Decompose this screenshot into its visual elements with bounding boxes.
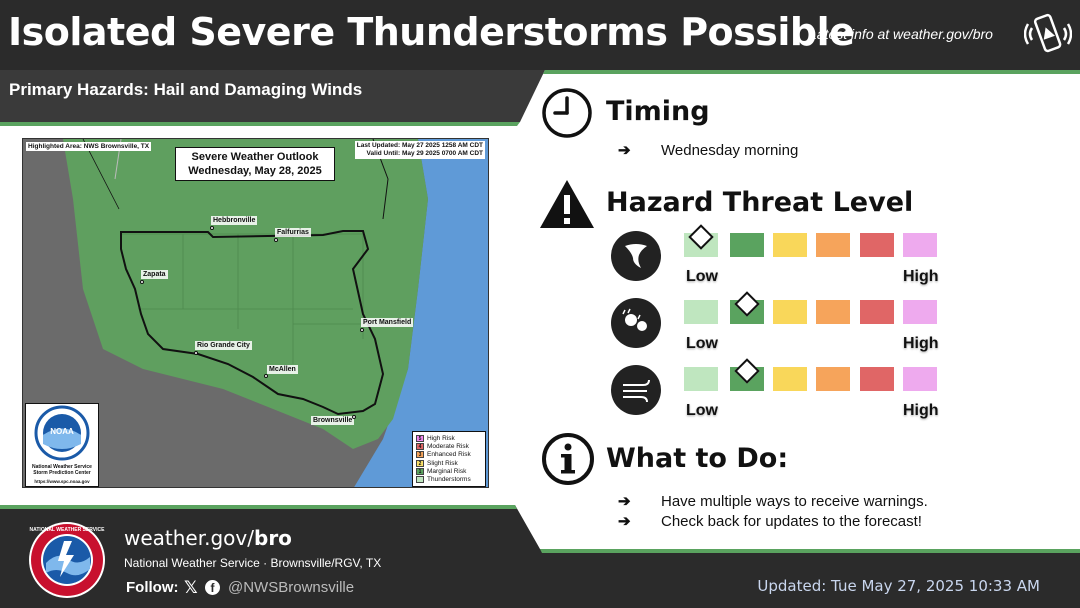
map-timestamps — [355, 141, 485, 159]
city-marker — [360, 328, 364, 332]
spc-url[interactable]: https://www.spc.noaa.gov — [34, 479, 90, 484]
footer-follow-label: Follow: — [126, 579, 179, 596]
map-title-line1: Severe Weather Outlook — [191, 151, 319, 163]
city-label: Zapata — [143, 271, 166, 278]
city-marker — [194, 351, 198, 355]
spc-label-line2: Storm Prediction Center — [33, 470, 91, 476]
city-label: Falfurrias — [277, 229, 309, 236]
legend-swatch — [416, 476, 424, 483]
city-marker — [264, 374, 268, 378]
threat-level-title: Hazard Threat Level — [606, 187, 914, 218]
threat-level-swatch — [816, 233, 850, 257]
threat-level-swatch — [903, 300, 937, 324]
city-marker — [352, 415, 356, 419]
info-icon — [540, 431, 596, 487]
city-label: Hebbronville — [213, 217, 256, 224]
noaa-logo — [26, 404, 98, 462]
legend-entry — [416, 459, 482, 467]
tornado-icon — [611, 231, 661, 281]
footer-url-bold: bro — [254, 526, 292, 550]
noaa-logo-text: NOAA — [50, 427, 74, 436]
x-logo-icon[interactable]: 𝕏 — [184, 578, 198, 598]
todo-item-text: Have multiple ways to receive warnings. — [661, 493, 928, 510]
legend-entry — [416, 434, 482, 442]
legend-label: Marginal Risk — [427, 467, 467, 475]
footer-office: National Weather Service · Brownsville/RGV, TX — [124, 556, 382, 570]
primary-hazards-text: Primary Hazards: Hail and Damaging Winds — [9, 80, 363, 99]
hail-icon — [611, 298, 661, 348]
wind-icon — [611, 365, 661, 415]
footer-url-main: weather.gov/ — [124, 526, 254, 550]
legend-label: Slight Risk — [427, 459, 458, 467]
map-valid-until: Valid Until: May 29 2025 0700 AM CDT — [366, 150, 483, 157]
scale-low-label: Low — [686, 335, 718, 352]
timing-item — [618, 141, 798, 159]
city-marker — [140, 280, 144, 284]
threat-level-swatch — [773, 300, 807, 324]
warning-icon — [538, 178, 596, 230]
threat-level-swatch — [730, 233, 764, 257]
spc-label — [26, 464, 98, 476]
legend-swatch: 4 — [416, 443, 424, 450]
arrow-icon: ➔ — [618, 513, 631, 530]
scale-high-label: High — [903, 402, 939, 419]
page-title: Isolated Severe Thunderstorms Possible — [8, 10, 855, 54]
scale-high-label: High — [903, 335, 939, 352]
map-title-line2: Wednesday, May 28, 2025 — [188, 165, 322, 177]
legend-label: High Risk — [427, 434, 455, 442]
arrow-icon: ➔ — [618, 493, 631, 510]
facebook-icon[interactable]: f — [205, 580, 220, 595]
latest-info-link[interactable]: Latest info at weather.gov/bro — [809, 26, 993, 42]
highlighted-area-label: Highlighted Area: NWS Brownsville, TX — [28, 143, 150, 150]
nws-logo-text: NATIONAL WEATHER SERVICE — [29, 527, 105, 533]
scale-low-label: Low — [686, 268, 718, 285]
legend-swatch: 3 — [416, 451, 424, 458]
threat-level-swatch — [903, 233, 937, 257]
legend-entry — [416, 467, 482, 475]
social-handle[interactable]: @NWSBrownsville — [228, 579, 355, 596]
map-title — [175, 147, 335, 181]
clock-icon — [541, 87, 593, 139]
spc-label-line1: National Weather Service — [32, 464, 92, 470]
footer-website[interactable] — [124, 526, 292, 550]
what-to-do-title: What to Do: — [606, 443, 789, 474]
arrow-icon: ➔ — [618, 142, 631, 159]
phone-alert-icon — [1024, 10, 1072, 58]
city-marker — [210, 226, 214, 230]
threat-level-swatch — [816, 367, 850, 391]
legend-label: Enhanced Risk — [427, 451, 471, 459]
map-legend — [412, 431, 486, 487]
legend-entry — [416, 475, 482, 483]
outlook-map — [22, 138, 489, 488]
threat-level-swatch — [684, 367, 718, 391]
nws-logo — [28, 521, 106, 599]
threat-level-swatch — [773, 367, 807, 391]
city-label: Brownsville — [313, 417, 353, 424]
legend-swatch: 1 — [416, 468, 424, 475]
city-label: McAllen — [269, 366, 296, 373]
updated-timestamp: Updated: Tue May 27, 2025 10:33 AM — [757, 577, 1040, 595]
threat-level-swatch — [773, 233, 807, 257]
legend-entry — [416, 451, 482, 459]
city-label: Port Mansfield — [363, 319, 412, 326]
noaa-logo-box — [25, 403, 99, 487]
threat-level-swatch — [903, 367, 937, 391]
scale-low-label: Low — [686, 402, 718, 419]
legend-swatch: 5 — [416, 435, 424, 442]
threat-level-swatch — [816, 300, 850, 324]
city-label: Rio Grande City — [197, 342, 250, 349]
legend-entry — [416, 442, 482, 450]
threat-level-swatch — [684, 300, 718, 324]
threat-level-swatch — [860, 233, 894, 257]
legend-label: Thunderstorms — [427, 476, 471, 484]
threat-level-swatch — [860, 367, 894, 391]
scale-high-label: High — [903, 268, 939, 285]
city-marker — [274, 238, 278, 242]
legend-label: Moderate Risk — [427, 442, 469, 450]
threat-level-swatch — [860, 300, 894, 324]
legend-swatch: 2 — [416, 460, 424, 467]
timing-item-text: Wednesday morning — [661, 142, 799, 159]
map-last-updated: Last Updated: May 27 2025 1258 AM CDT — [356, 142, 483, 149]
timing-title: Timing — [606, 96, 710, 127]
todo-item-text: Check back for updates to the forecast! — [661, 513, 922, 530]
